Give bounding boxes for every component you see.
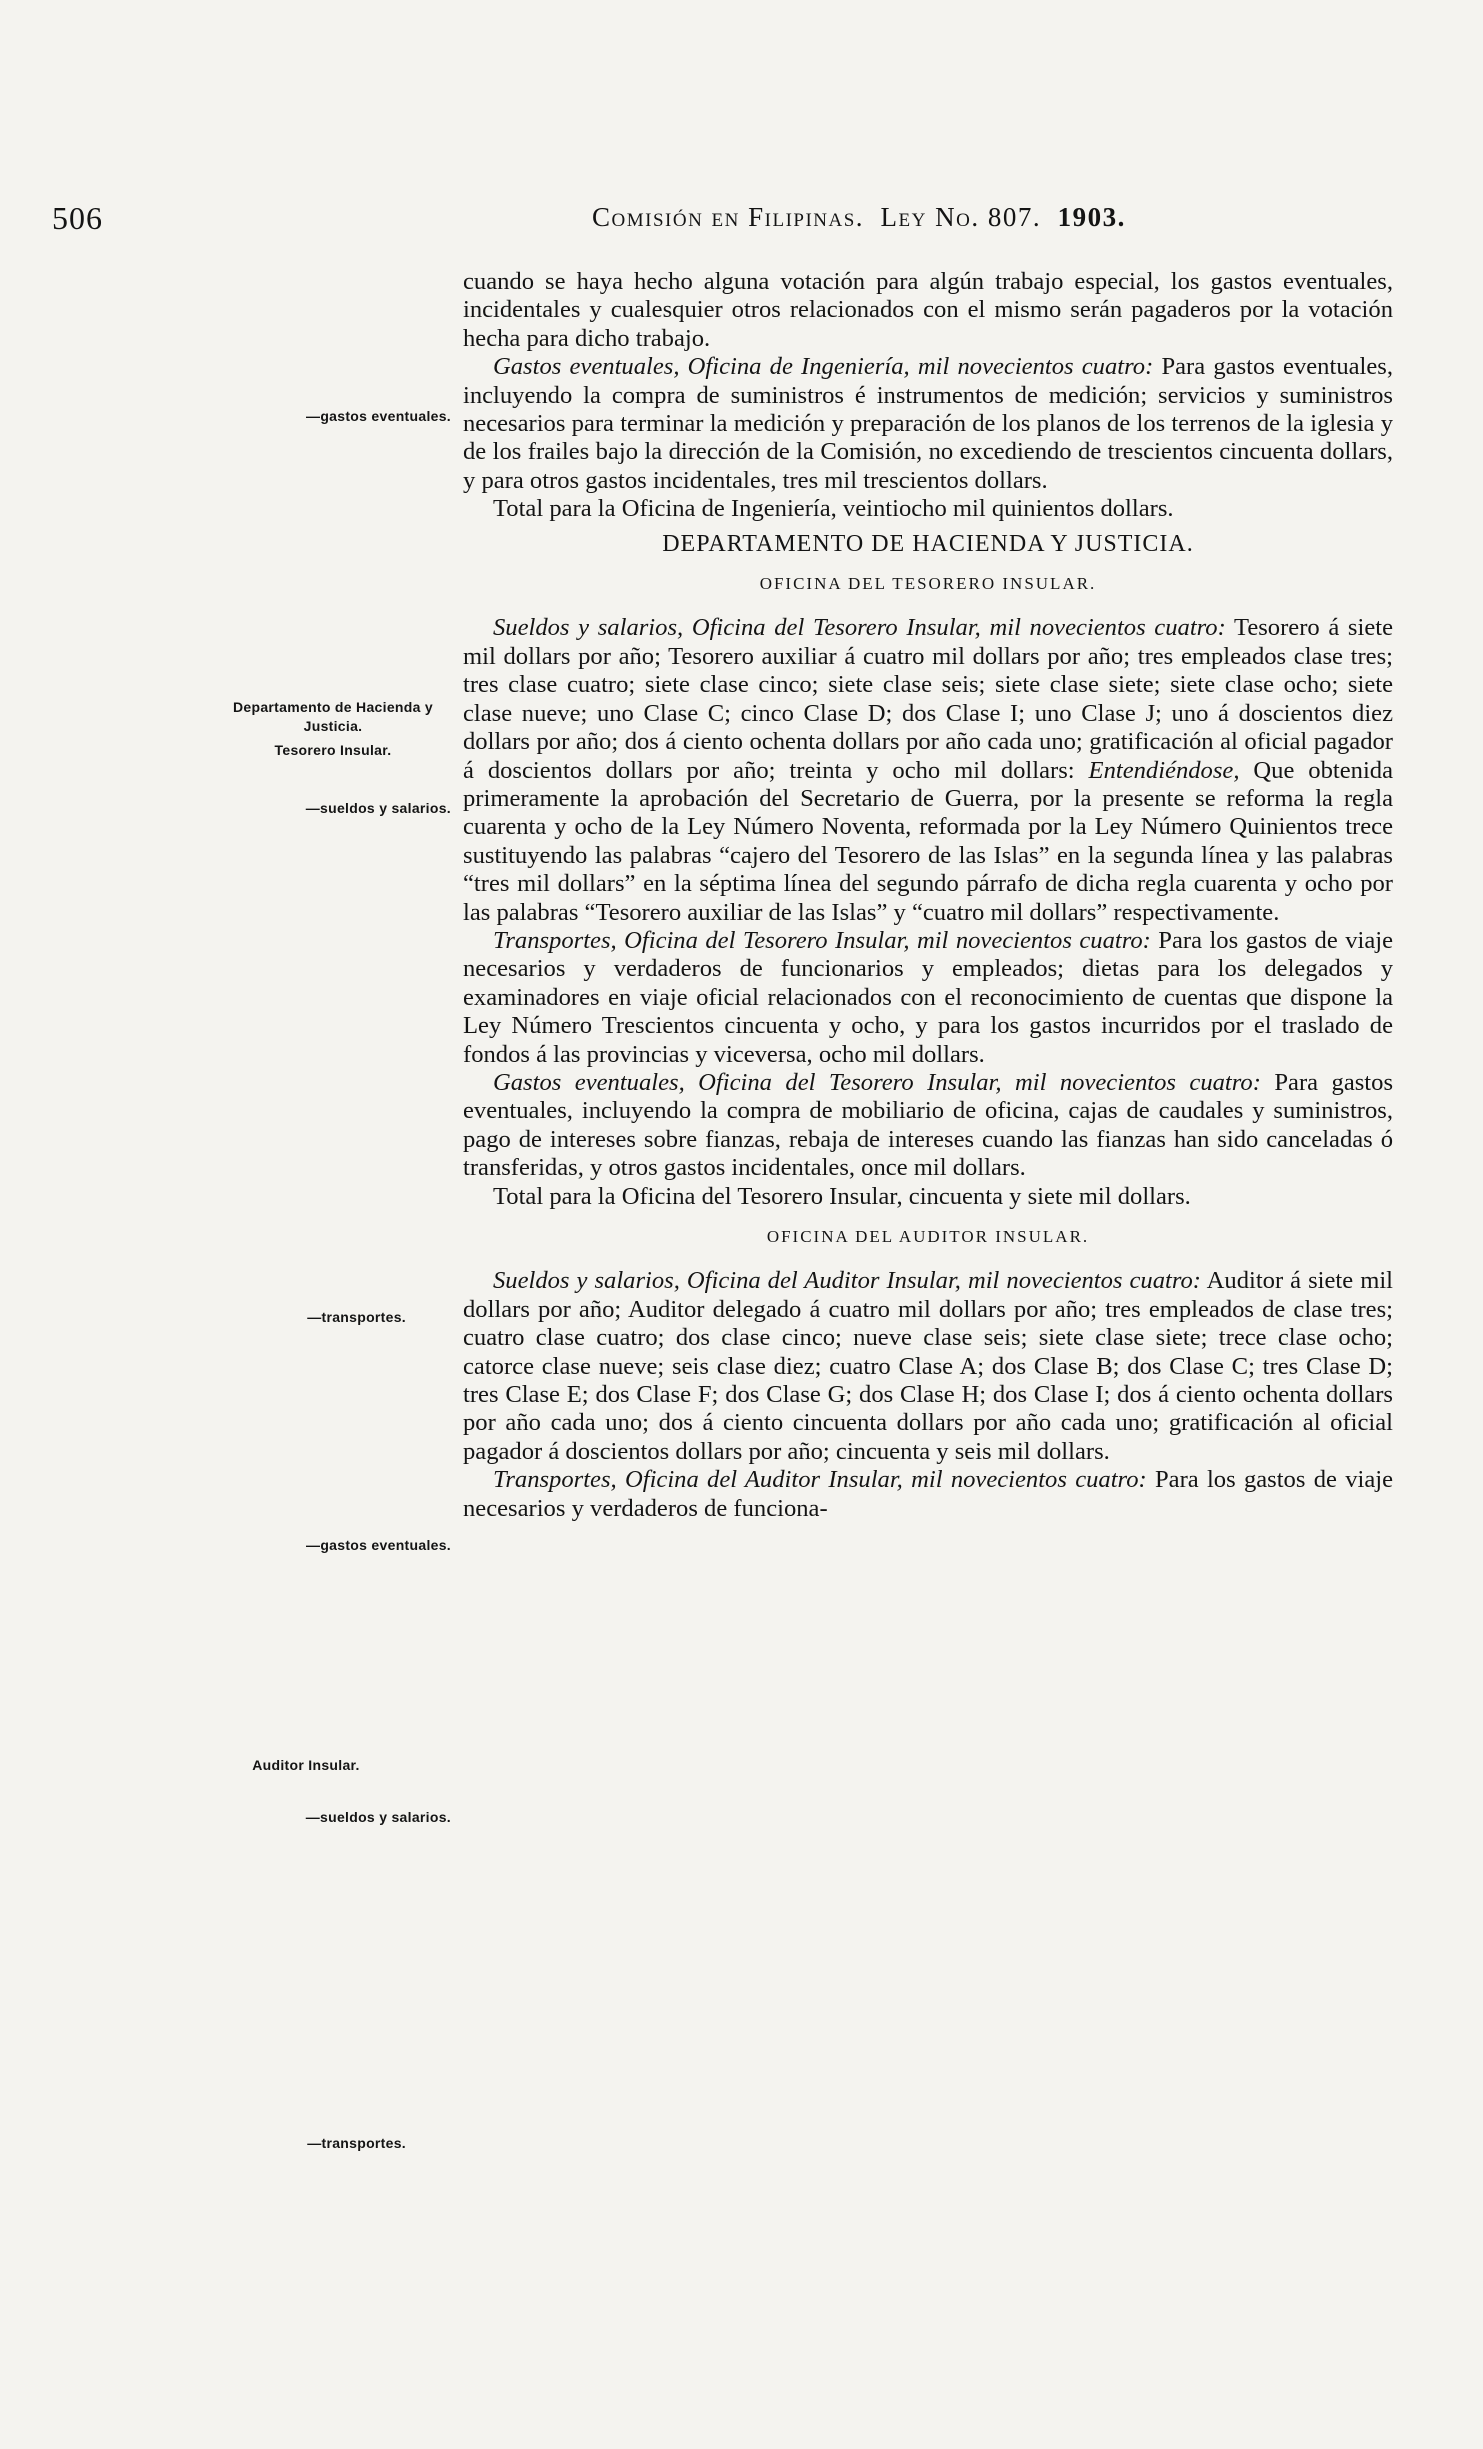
margin-note-tesorero: Tesorero Insular.	[274, 742, 392, 758]
margin-note-transportes: —transportes.	[307, 1309, 406, 1325]
paragraph-text: Que obtenida primeramente la aprobación del Secretario de Guerra, por la presente se reforma la regla cuarenta y ocho de la Ley Número Noventa, reformada por la Ley Número Quinientos trece sustituyendo las palabras “cajero del Tesorero de las Islas” en la segunda línea y las palabras “tres mil dollars” en la séptima línea del segundo párrafo de dicha regla cuarenta y ocho por las palabras “Tesorero auxiliar de las Islas” y “cuatro mil dollars” respectivamente.	[463, 756, 1393, 926]
paragraph-text: Para los gastos de viaje necesarios y verdaderos de funciona-	[463, 1466, 1393, 1522]
paragraph	[463, 927, 1393, 1069]
law-number: Ley No. 807.	[880, 202, 1042, 232]
paragraph-title: Transportes, Oficina del Auditor Insular, mil novecientos cuatro:	[493, 1466, 1147, 1494]
margin-note-transportes-2: —transportes.	[307, 2135, 406, 2151]
paragraph-title: Sueldos y salarios, Oficina del Tesorero Insular, mil novecientos cuatro:	[493, 614, 1226, 642]
paragraph-text: Auditor á siete mil dollars por año; Auditor delegado á cuatro mil dollars por año; tres empleados de clase tres; cuatro clase cuatro; dos clase cinco; nueve clase seis; siete clase siete; trece clase ocho; catorce clase nueve; seis clase diez; cuatro Clase A; dos Clase B; dos Clase C; tres Clase D; tres Clase E; dos Clase F; dos Clase G; dos Clase H; dos Clase I; dos á ciento ochenta dollars por año cada uno; dos á ciento cincuenta dollars por año cada uno; gratificación al oficial pagador á doscientos dollars por año; cincuenta y seis mil dollars.	[463, 1267, 1393, 1465]
paragraph-title: Gastos eventuales, Oficina del Tesorero Insular, mil novecientos cuatro:	[493, 1068, 1261, 1096]
margin-note-sueldos-2: —sueldos y salarios.	[305, 1809, 451, 1825]
margin-note-gastos-eventuales-2: —gastos eventuales.	[306, 1537, 451, 1553]
sub-heading: OFICINA DEL TESORERO INSULAR.	[759, 574, 1097, 594]
section-heading: DEPARTAMENTO DE HACIENDA Y JUSTICIA.	[662, 530, 1194, 557]
margin-note-gastos-eventuales: —gastos eventuales.	[306, 408, 451, 424]
page-number: 506	[52, 200, 103, 236]
paragraph	[463, 1267, 1393, 1466]
paragraph: Total para la Oficina del Tesorero Insular, cincuenta y siete mil dollars.	[493, 1182, 1191, 1210]
paragraph-title: Sueldos y salarios, Oficina del Auditor Insular, mil novecientos cuatro:	[493, 1267, 1201, 1295]
main-text	[463, 268, 1393, 1523]
margin-note-auditor: Auditor Insular.	[252, 1757, 360, 1773]
paragraph-text: Tesorero á siete mil dollars por año; Tesorero auxiliar á cuatro mil dollars por año; tres empleados clase tres; tres clase cuatro; siete clase cinco; siete clase seis; siete clase siete; siete clase ocho; siete clase nueve; uno Clase C; cinco Clase D; dos Clase I; uno Clase J; uno á doscientos diez dollars por año; dos á ciento ochenta dollars por año cada uno; gratificación al oficial pagador á doscientos dollars por año; treinta y ocho mil dollars:	[463, 614, 1393, 784]
year: 1903.	[1057, 202, 1126, 232]
paragraph	[463, 353, 1393, 495]
margin-note-sueldos: —sueldos y salarios.	[305, 800, 451, 816]
paragraph-text: Para los gastos de viaje necesarios y verdaderos de funcionarios y empleados; dietas para los delegados y examinadores en viaje oficial relacionados con el reconocimiento de cuentas que dispone la Ley Número Trescientos cincuenta y ocho, y para los gastos incurridos por el traslado de fondos á las provincias y viceversa, ocho mil dollars.	[463, 926, 1393, 1068]
paragraph	[463, 614, 1393, 926]
paragraph-title: Transportes, Oficina del Tesorero Insular, mil novecientos cuatro:	[493, 926, 1151, 954]
running-head	[592, 202, 1126, 233]
paragraph-text: Para gastos eventuales, incluyendo la compra de mobiliario de oficina, cajas de caudales y suministros, pago de intereses sobre fianzas, rebaja de intereses cuando las fianzas han sido canceladas ó transferidas, y otros gastos incidentales, once mil dollars.	[463, 1068, 1394, 1182]
paragraph-title: Gastos eventuales, Oficina de Ingeniería, mil novecientos cuatro:	[493, 353, 1154, 381]
paragraph: Total para la Oficina de Ingeniería, veintiocho mil quinientos dollars.	[493, 495, 1174, 523]
paragraph	[463, 1069, 1393, 1183]
paragraph-italic: Entendiéndose,	[1088, 756, 1240, 784]
paragraph	[463, 1466, 1393, 1523]
paragraph: cuando se haya hecho alguna votación para algún trabajo especial, los gastos eventuales, incidentales y cualesquier otros relacionados con el mismo serán pagaderos por la votación hecha para dicho trabajo.	[463, 268, 1393, 352]
paragraph-text: Para gastos eventuales, incluyendo la compra de suministros é instrumentos de medición; servicios y suministros necesarios para terminar la medición y preparación de los planos de los terrenos de la iglesia y de los frailes bajo la dirección de la Comisión, no excediendo de trescientos cincuenta dollars, y para otros gastos incidentales, tres mil trescientos dollars.	[463, 353, 1393, 494]
sub-heading: OFICINA DEL AUDITOR INSULAR.	[766, 1227, 1090, 1246]
margin-note-departamento: Departamento de Hacienda y Justicia.	[233, 699, 433, 734]
running-title: Comisión en Filipinas.	[592, 202, 865, 232]
